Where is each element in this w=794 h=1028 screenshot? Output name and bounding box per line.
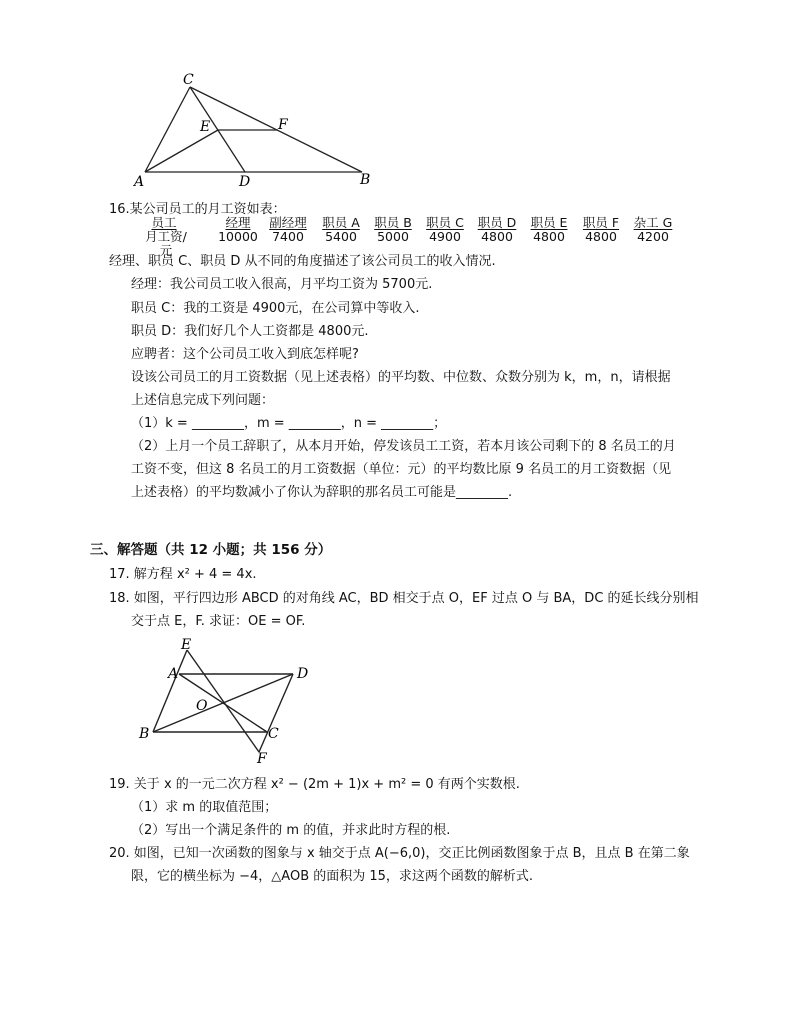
- label-a: A: [168, 666, 179, 682]
- section-title: 三、解答题（共 12 小题；共 156 分）: [90, 542, 332, 558]
- table-column: 职员 B 5000: [374, 215, 412, 244]
- q17-text: 17. 解方程 x² + 4 = 4x.: [109, 567, 257, 582]
- q19-part2: （2）写出一个满足条件的 m 的值，并求此时方程的根.: [131, 823, 451, 838]
- q19-line1: 19. 关于 x 的一元二次方程 x² − (2m + 1)x + m² = 0 有两个实数根.: [109, 777, 520, 792]
- label-c: C: [268, 726, 279, 742]
- label-o: O: [196, 698, 208, 714]
- q16-line7: 上述信息完成下列问题：: [131, 393, 275, 408]
- q16-part2-line2: 工资不变，但这 8 名员工的月工资数据（单位：元）的平均数比原 9 名员工的月工资数据（见: [131, 462, 672, 477]
- q16-line1: 经理、职员 C、职员 D 从不同的角度描述了该公司员工的收入情况.: [109, 254, 496, 269]
- q19-part1: （1）求 m 的取值范围；: [131, 800, 278, 815]
- parallelogram-figure: [135, 636, 325, 770]
- q16-part2-line1: （2）上月一个员工辞职了，从本月开始，停发该员工工资，若本月该公司剩下的 8 名员工的月: [131, 439, 676, 454]
- table-column: 杂工 G 4200: [633, 215, 673, 244]
- table-column: 副经理 7400: [269, 215, 307, 244]
- table-column: 职员 A 5400: [322, 215, 360, 244]
- label-b: B: [360, 172, 371, 188]
- q20-line2: 限，它的横坐标为 −4，△AOB 的面积为 15，求这两个函数的解析式.: [131, 869, 534, 884]
- label-f: F: [257, 751, 267, 767]
- q18-line2: 交于点 E，F. 求证：OE = OF.: [131, 614, 306, 629]
- q16-part1: （1）k = ________，m = ________，n = ________；: [131, 416, 447, 431]
- q16-line4: 职员 D：我们好几个人工资都是 4800元.: [131, 324, 369, 339]
- table-row-header: 员工 月工资/元: [145, 215, 187, 258]
- q16-line2: 经理：我公司员工收入很高，月平均工资为 5700元.: [131, 277, 433, 292]
- table-column: 职员 C 4900: [426, 215, 464, 244]
- label-d: D: [239, 174, 251, 190]
- q16-line5: 应聘者：这个公司员工收入到底怎样呢?: [131, 347, 359, 362]
- label-e: E: [181, 637, 192, 653]
- q20-line1: 20. 如图，已知一次函数的图象与 x 轴交于点 A(−6,0)，交正比例函数图象于点 B，且点 B 在第二象: [109, 846, 690, 861]
- label-a: A: [134, 174, 145, 190]
- label-e: E: [200, 119, 211, 135]
- label-f: F: [278, 117, 288, 133]
- table-column: 职员 F 4800: [582, 215, 620, 244]
- q16-line6: 设该公司员工的月工资数据（见上述表格）的平均数、中位数、众数分别为 k，m，n，请根据: [131, 370, 671, 385]
- q16-part2-line3: 上述表格）的平均数减小了你认为辞职的那名员工可能是________.: [131, 485, 513, 500]
- table-column: 职员 D 4800: [477, 215, 517, 244]
- label-b: B: [139, 726, 150, 742]
- q16-line3: 职员 C：我的工资是 4900元，在公司算中等收入.: [131, 301, 420, 316]
- q16-intro: 16.某公司员工的月工资如表：: [109, 202, 286, 217]
- table-column: 职员 E 4800: [530, 215, 568, 244]
- label-d: D: [297, 666, 309, 682]
- label-c: C: [183, 72, 194, 88]
- q18-line1: 18. 如图，平行四边形 ABCD 的对角线 AC，BD 相交于点 O，EF 过点 O 与 BA，DC 的延长线分别相: [109, 591, 699, 606]
- triangle-figure: [130, 72, 380, 192]
- table-column: 经理 10000: [218, 215, 258, 244]
